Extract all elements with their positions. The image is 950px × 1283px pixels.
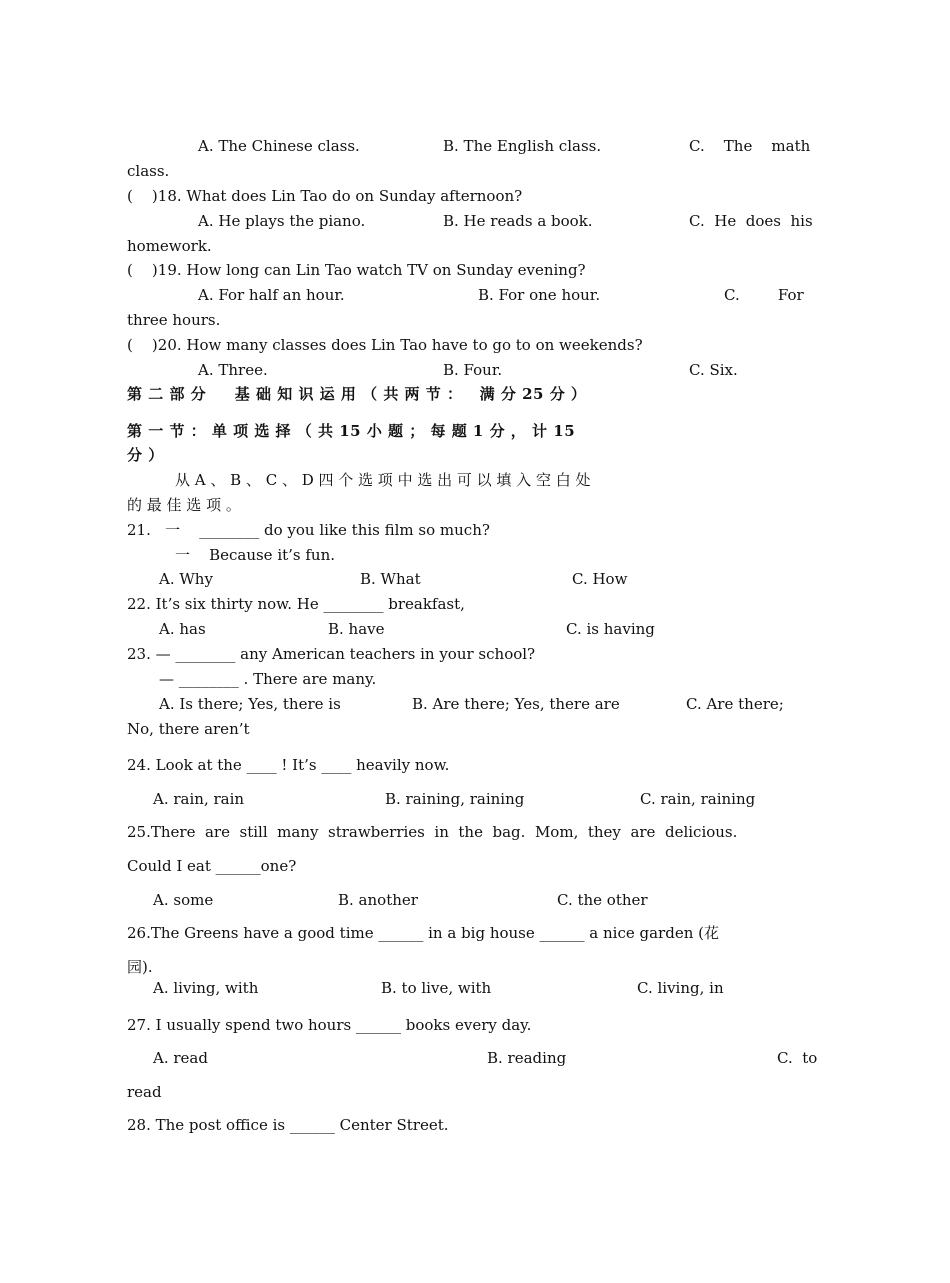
q20-question: ( )20. How many classes does Lin Tao have to go to on weekends?	[127, 336, 643, 354]
instructions: 从 A 、 B 、 C 、 D 四 个 选 项 中 选 出 可 以 填 入 空 白 处	[175, 471, 591, 489]
q24-option-c: C. rain, raining	[640, 790, 756, 808]
q23-option-a: A. Is there; Yes, there is	[159, 695, 341, 713]
q27-option-c-cont: read	[127, 1083, 162, 1101]
q21-option-b: B. What	[360, 570, 421, 588]
q20-option-a: A. Three.	[198, 361, 268, 379]
part-two-heading: 第 二 部 分 基 础 知 识 运 用 （ 共 两 节 ： 满 分 25 分 ）	[127, 385, 587, 403]
q18-option-c: C. He does his	[689, 212, 813, 230]
q17-option-c: C. The math	[689, 137, 811, 155]
q24-question: 24. Look at the ____ ! It’s ____ heavily now.	[127, 756, 450, 774]
q22-question: 22. It’s six thirty now. He ________ breakfast,	[127, 595, 465, 613]
q25-question: 25.There are still many strawberries in the bag. Mom, they are delicious.	[127, 823, 738, 841]
q26-question-cont: 园).	[127, 958, 153, 976]
q25-option-b: B. another	[338, 891, 418, 909]
q19-question: ( )19. How long can Lin Tao watch TV on Sunday evening?	[127, 261, 586, 279]
q26-option-a: A. living, with	[153, 979, 259, 997]
q23-reply: — ________ . There are many.	[159, 670, 377, 688]
q18-option-b: B. He reads a book.	[443, 212, 593, 230]
q25-option-c: C. the other	[557, 891, 648, 909]
q17-option-c-cont: class.	[127, 162, 170, 180]
q23-option-b: B. Are there; Yes, there are	[412, 695, 620, 713]
q17-option-a: A. The Chinese class.	[198, 137, 360, 155]
q21-option-a: A. Why	[159, 570, 213, 588]
q26-option-c: C. living, in	[637, 979, 724, 997]
q23-option-c-cont: No, there aren’t	[127, 720, 250, 738]
q27-option-b: B. reading	[487, 1049, 567, 1067]
q27-option-c: C. to	[777, 1049, 818, 1067]
section-one-heading: 第 一 节 ： 单 项 选 择 （ 共 15 小 题 ； 每 题 1 分 ， 计 15	[127, 422, 576, 440]
instructions-cont: 的 最 佳 选 项 。	[127, 496, 241, 514]
q21-reply: 一 Because it’s fun.	[175, 546, 336, 564]
q19-option-c: C. For	[724, 286, 804, 304]
q21-option-c: C. How	[572, 570, 628, 588]
q26-question: 26.The Greens have a good time ______ in a big house ______ a nice garden (花	[127, 924, 719, 942]
q27-option-a: A. read	[153, 1049, 208, 1067]
q20-option-c: C. Six.	[689, 361, 738, 379]
q18-option-c-cont: homework.	[127, 237, 212, 255]
q26-option-b: B. to live, with	[381, 979, 492, 997]
q19-option-b: B. For one hour.	[478, 286, 601, 304]
q27-question: 27. I usually spend two hours ______ books every day.	[127, 1016, 532, 1034]
q25-option-a: A. some	[153, 891, 214, 909]
q18-question: ( )18. What does Lin Tao do on Sunday afternoon?	[127, 187, 523, 205]
section-one-heading-cont: 分 ）	[127, 446, 164, 464]
q22-option-a: A. has	[159, 620, 206, 638]
q25-question-cont: Could I eat ______one?	[127, 857, 297, 875]
q24-option-b: B. raining, raining	[385, 790, 525, 808]
q23-option-c: C. Are there;	[686, 695, 784, 713]
q18-option-a: A. He plays the piano.	[198, 212, 366, 230]
q21-question: 21. 一 ________ do you like this film so much?	[127, 521, 490, 539]
q20-option-b: B. Four.	[443, 361, 503, 379]
q23-question: 23. — ________ any American teachers in your school?	[127, 645, 536, 663]
q22-option-c: C. is having	[566, 620, 655, 638]
q22-option-b: B. have	[328, 620, 385, 638]
q24-option-a: A. rain, rain	[153, 790, 245, 808]
q19-option-a: A. For half an hour.	[198, 286, 345, 304]
q17-option-b: B. The English class.	[443, 137, 602, 155]
q19-option-c-cont: three hours.	[127, 311, 221, 329]
q28-question: 28. The post office is ______ Center Street.	[127, 1116, 449, 1134]
